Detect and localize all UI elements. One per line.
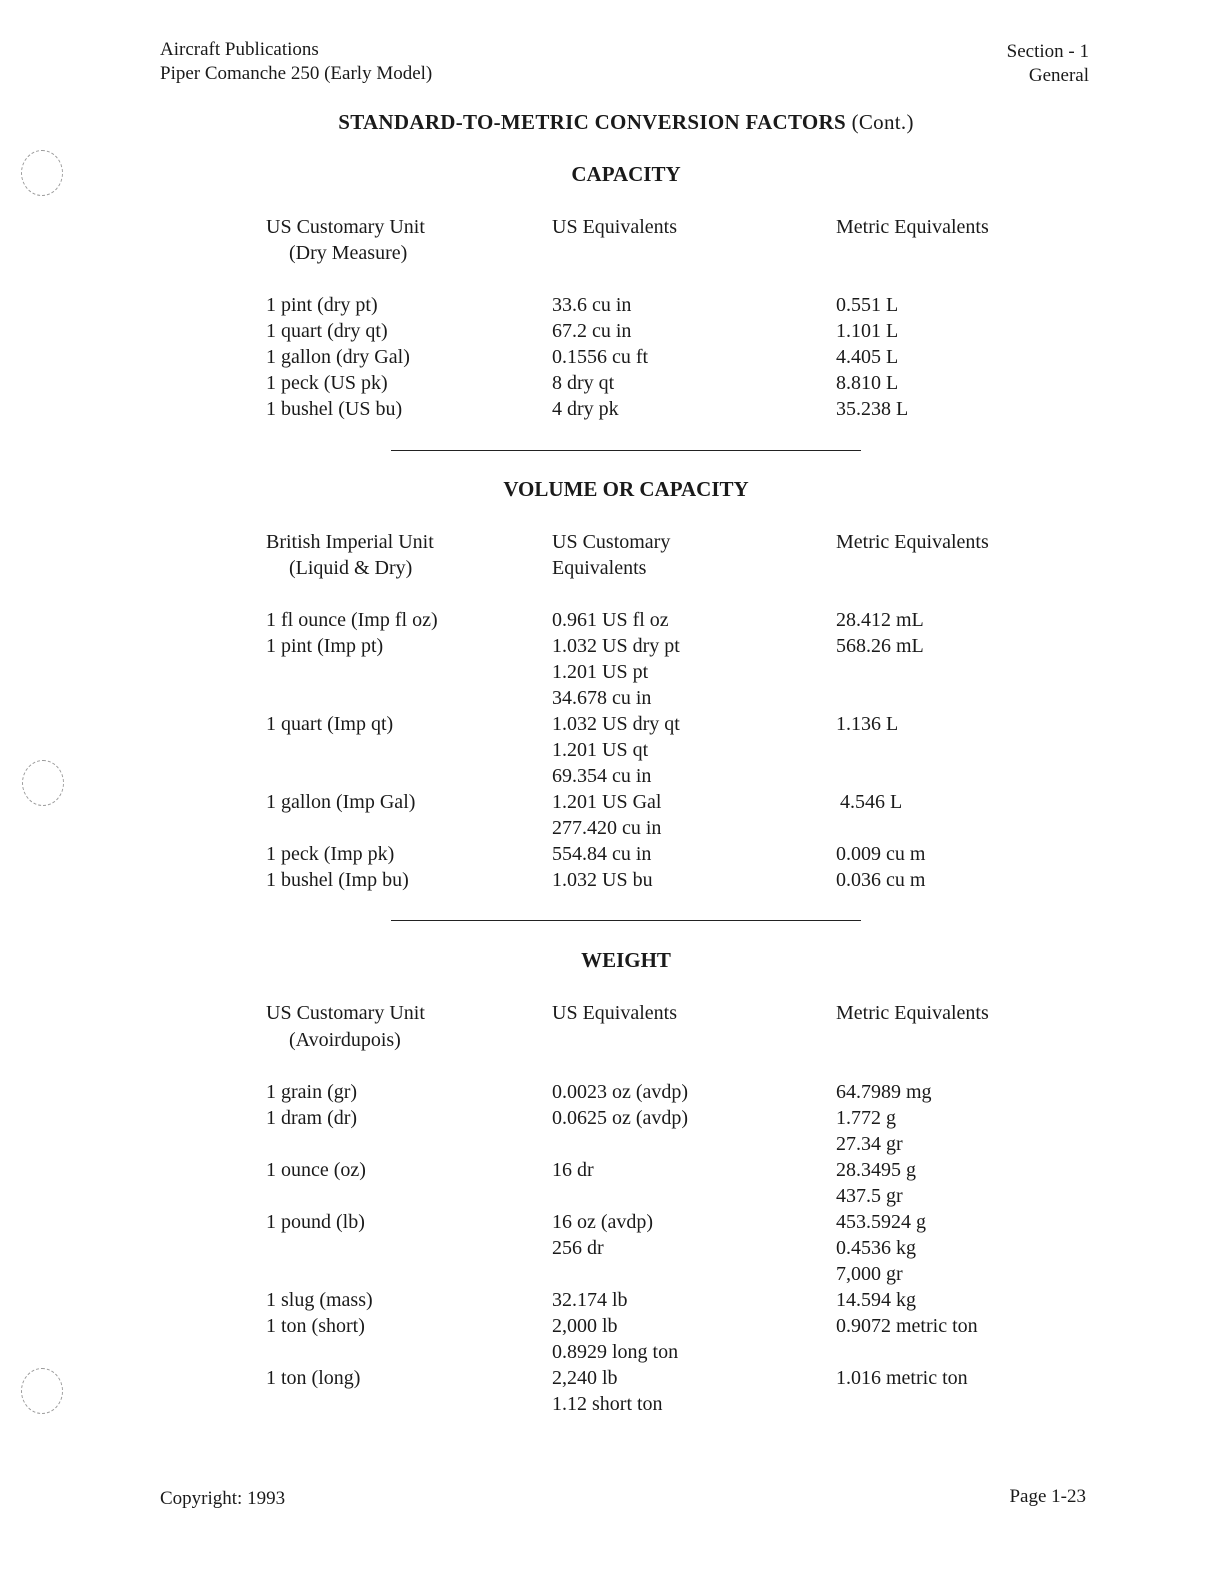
row-unit: 1 fl ounce (Imp fl oz) xyxy=(266,609,438,631)
row-us: 1.201 US qt xyxy=(552,739,649,761)
capacity-col-us: US Equivalents xyxy=(552,216,677,238)
row-us: 554.84 cu in xyxy=(552,843,652,865)
row-us: 256 dr xyxy=(552,1237,604,1259)
row-us: 0.961 US fl oz xyxy=(552,609,669,631)
volume-col-us-sub: Equivalents xyxy=(552,557,647,579)
header-model: Piper Comanche 250 (Early Model) xyxy=(160,63,433,84)
row-metric: 0.9072 metric ton xyxy=(836,1315,978,1337)
weight-col-metric: Metric Equivalents xyxy=(836,1002,989,1024)
row-unit: 1 pint (dry pt) xyxy=(266,294,378,316)
row-unit: 1 peck (US pk) xyxy=(266,372,388,394)
row-us: 2,240 lb xyxy=(552,1367,618,1389)
row-unit: 1 ounce (oz) xyxy=(266,1159,366,1181)
section-divider xyxy=(391,450,861,451)
row-us: 4 dry pk xyxy=(552,398,619,420)
row-metric: 0.551 L xyxy=(836,294,899,316)
row-metric: 1.016 metric ton xyxy=(836,1367,968,1389)
row-metric: 64.7989 mg xyxy=(836,1081,932,1103)
row-metric: 0.009 cu m xyxy=(836,843,926,865)
row-metric: 28.3495 g xyxy=(836,1159,916,1181)
footer-page-number: Page 1-23 xyxy=(1009,1486,1086,1507)
row-unit: 1 gallon (Imp Gal) xyxy=(266,791,416,813)
row-us: 1.032 US dry pt xyxy=(552,635,680,657)
row-metric: 1.101 L xyxy=(836,320,899,342)
capacity-col-unit-sub: (Dry Measure) xyxy=(289,242,408,264)
capacity-col-unit: US Customary Unit xyxy=(266,216,425,238)
page-title-suffix: (Cont.) xyxy=(851,110,914,134)
row-us: 277.420 cu in xyxy=(552,817,662,839)
page-title-text: STANDARD-TO-METRIC CONVERSION FACTORS xyxy=(338,110,847,134)
row-us: 16 oz (avdp) xyxy=(552,1211,654,1233)
row-metric: 0.4536 kg xyxy=(836,1237,916,1259)
binder-hole-bottom xyxy=(21,1368,63,1414)
section-divider xyxy=(391,920,861,921)
row-unit: 1 dram (dr) xyxy=(266,1107,358,1129)
row-metric: 8.810 L xyxy=(836,372,899,394)
row-metric: 4.405 L xyxy=(836,346,899,368)
weight-col-unit-sub: (Avoirdupois) xyxy=(289,1029,401,1051)
row-unit: 1 slug (mass) xyxy=(266,1289,373,1311)
row-unit: 1 grain (gr) xyxy=(266,1081,358,1103)
row-us: 1.201 US Gal xyxy=(552,791,662,813)
header-section: Section - 1 xyxy=(1006,41,1089,62)
row-us: 2,000 lb xyxy=(552,1315,618,1337)
row-unit: 1 ton (short) xyxy=(266,1315,365,1337)
capacity-col-metric: Metric Equivalents xyxy=(836,216,989,238)
volume-col-metric: Metric Equivalents xyxy=(836,531,989,553)
row-unit: 1 peck (Imp pk) xyxy=(266,843,395,865)
row-unit: 1 pound (lb) xyxy=(266,1211,365,1233)
row-metric: 4.546 L xyxy=(840,791,903,813)
weight-col-us: US Equivalents xyxy=(552,1002,677,1024)
page-title xyxy=(0,110,1227,135)
row-metric: 14.594 kg xyxy=(836,1289,916,1311)
row-us: 0.0023 oz (avdp) xyxy=(552,1081,689,1103)
row-us: 32.174 lb xyxy=(552,1289,628,1311)
row-metric: 1.136 L xyxy=(836,713,899,735)
row-unit: 1 quart (Imp qt) xyxy=(266,713,394,735)
row-us: 67.2 cu in xyxy=(552,320,632,342)
row-unit: 1 gallon (dry Gal) xyxy=(266,346,410,368)
capacity-heading: CAPACITY xyxy=(571,162,681,186)
row-metric: 27.34 gr xyxy=(836,1133,903,1155)
row-us: 0.0625 oz (avdp) xyxy=(552,1107,689,1129)
row-metric: 28.412 mL xyxy=(836,609,924,631)
row-us: 0.8929 long ton xyxy=(552,1341,679,1363)
row-us: 1.032 US bu xyxy=(552,869,653,891)
volume-col-us: US Customary xyxy=(552,531,671,553)
row-unit: 1 pint (Imp pt) xyxy=(266,635,384,657)
row-unit: 1 ton (long) xyxy=(266,1367,361,1389)
row-us: 1.201 US pt xyxy=(552,661,649,683)
row-metric: 568.26 mL xyxy=(836,635,924,657)
volume-heading: VOLUME OR CAPACITY xyxy=(503,477,749,501)
weight-heading: WEIGHT xyxy=(581,948,671,972)
header-section-name: General xyxy=(1028,65,1089,86)
row-metric: 35.238 L xyxy=(836,398,909,420)
row-us: 1.032 US dry qt xyxy=(552,713,680,735)
footer-copyright: Copyright: 1993 xyxy=(160,1488,286,1509)
row-unit: 1 bushel (Imp bu) xyxy=(266,869,409,891)
weight-col-unit: US Customary Unit xyxy=(266,1002,425,1024)
row-us: 0.1556 cu ft xyxy=(552,346,649,368)
row-us: 69.354 cu in xyxy=(552,765,652,787)
volume-col-unit: British Imperial Unit xyxy=(266,531,434,553)
row-metric: 7,000 gr xyxy=(836,1263,903,1285)
row-us: 33.6 cu in xyxy=(552,294,632,316)
volume-col-unit-sub: (Liquid & Dry) xyxy=(289,557,413,579)
row-us: 1.12 short ton xyxy=(552,1393,663,1415)
binder-hole-middle xyxy=(22,760,64,806)
row-us: 34.678 cu in xyxy=(552,687,652,709)
row-unit: 1 bushel (US bu) xyxy=(266,398,403,420)
row-us: 16 dr xyxy=(552,1159,594,1181)
row-metric: 0.036 cu m xyxy=(836,869,926,891)
row-metric: 1.772 g xyxy=(836,1107,896,1129)
row-us: 8 dry qt xyxy=(552,372,615,394)
row-metric: 453.5924 g xyxy=(836,1211,926,1233)
row-unit: 1 quart (dry qt) xyxy=(266,320,388,342)
header-publisher: Aircraft Publications xyxy=(160,39,319,60)
row-metric: 437.5 gr xyxy=(836,1185,903,1207)
